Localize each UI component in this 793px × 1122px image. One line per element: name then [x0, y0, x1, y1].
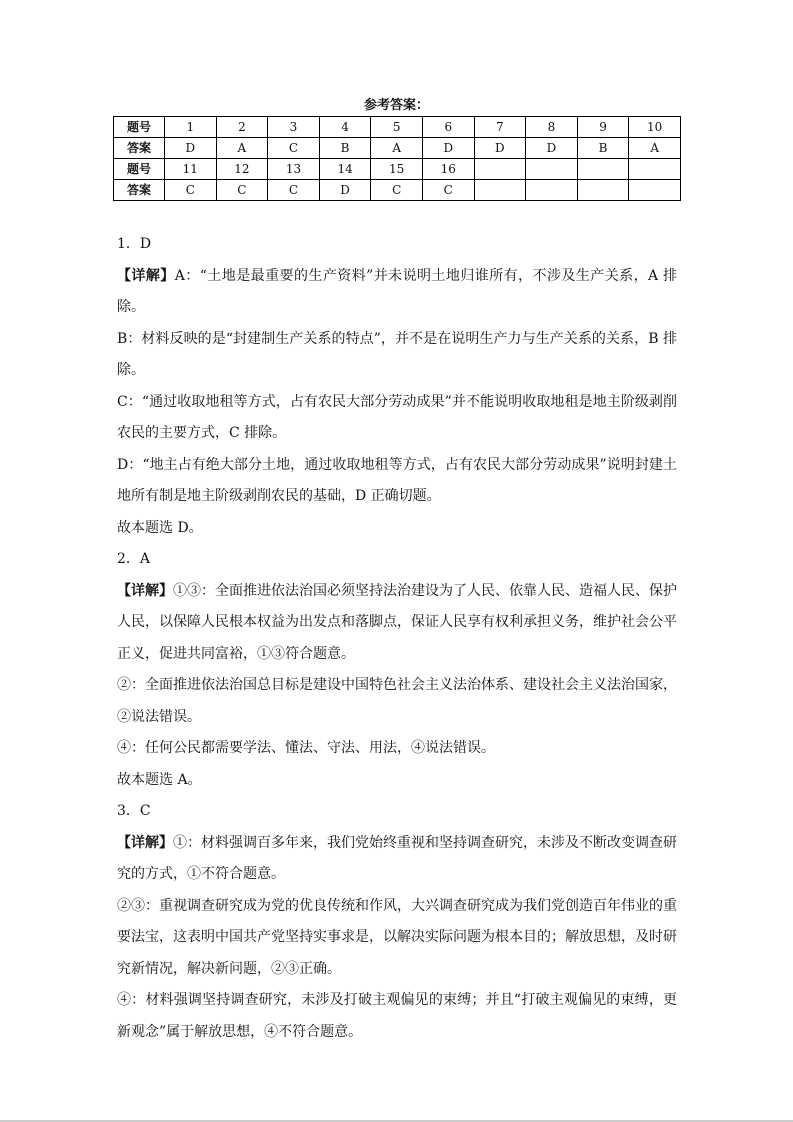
- detail-tag: 【详解】: [117, 267, 175, 284]
- table-cell: D: [474, 138, 526, 159]
- detail-tag: 【详解】: [117, 582, 173, 599]
- table-cell: 7: [474, 117, 526, 138]
- explanation-text: ①③：全面推进依法治国必须坚持法治建设为了人民、依靠人民、造福人民、保护人民，以保障人民根本权益为出发点和落脚点，保证人民享有权利承担义务，维护社会公平正义，促进共同富裕，①③符合题意。: [117, 582, 677, 662]
- detail-tag: 【详解】: [117, 834, 173, 851]
- table-cell: D: [526, 138, 578, 159]
- table-cell: 8: [526, 117, 578, 138]
- table-cell: 1: [165, 117, 217, 138]
- explanation-text: ①：材料强调百多年来，我们党始终重视和坚持调查研究，未涉及不断改变调查研究的方式，①不符合题意。: [117, 834, 677, 882]
- table-cell: [577, 159, 629, 180]
- table-cell: C: [371, 180, 423, 201]
- table-cell: 14: [319, 159, 371, 180]
- table-cell: 3: [268, 117, 320, 138]
- table-cell: A: [216, 138, 268, 159]
- explanation-paragraph: D：“地主占有绝大部分土地，通过收取地租等方式，占有农民大部分劳动成果”说明封建土地所有制是地主阶级剥削农民的基础，D 正确切题。: [117, 456, 677, 504]
- table-cell: 6: [422, 117, 474, 138]
- explanation-text: A：“土地是最重要的生产资料”并未说明土地归谁所有，不涉及生产关系，A 排除。: [117, 267, 678, 315]
- table-row: [114, 117, 681, 138]
- explanation-paragraph: B：材料反映的是“封建制生产关系的特点”，并不是在说明生产力与生产关系的关系，B 排除。: [117, 330, 677, 378]
- table-row: [114, 180, 681, 201]
- table-row: [114, 159, 681, 180]
- table-cell: 4: [319, 117, 371, 138]
- conclusion-line: 故本题选 A。: [117, 771, 202, 788]
- table-cell: C: [165, 180, 217, 201]
- table-cell: 15: [371, 159, 423, 180]
- answer-key-table: [113, 116, 681, 201]
- answer-key-title: 参考答案：: [363, 98, 429, 113]
- table-cell: D: [422, 138, 474, 159]
- explanation-paragraph: ④：材料强调坚持调查研究，未涉及打破主观偏见的束缚；并且“打破主观偏见的束缚，更新观念”属于解放思想，④不符合题意。: [117, 992, 677, 1040]
- row-header: 答案: [114, 138, 165, 159]
- table-cell: B: [319, 138, 371, 159]
- explanations: [117, 229, 677, 1048]
- conclusion-line: 故本题选 D。: [117, 519, 203, 536]
- table-cell: [474, 159, 526, 180]
- table-cell: 9: [577, 117, 629, 138]
- table-cell: D: [319, 180, 371, 201]
- table-cell: C: [422, 180, 474, 201]
- table-cell: 10: [629, 117, 681, 138]
- explanation-paragraph: C：“通过收取地租等方式，占有农民大部分劳动成果”并不能说明收取地租是地主阶级剥削农民的主要方式，C 排除。: [117, 393, 677, 441]
- row-header: 题号: [114, 159, 165, 180]
- table-cell: [474, 180, 526, 201]
- table-cell: [629, 159, 681, 180]
- question-heading: 1．D: [117, 236, 152, 252]
- table-cell: A: [629, 138, 681, 159]
- row-header: 题号: [114, 117, 165, 138]
- explanation-paragraph: [117, 828, 677, 891]
- question-heading: 2．A: [117, 551, 151, 567]
- table-cell: 11: [165, 159, 217, 180]
- table-cell: C: [268, 138, 320, 159]
- explanation-paragraph: ②③：重视调查研究成为党的优良传统和作风，大兴调查研究成为我们党创造百年伟业的重要法宝，这表明中国共产党坚持实事求是，以解决实际问题为根本目的；解放思想，及时研究新情况，解决新问题，②③正确。: [117, 897, 677, 977]
- table-cell: [526, 159, 578, 180]
- table-cell: 16: [422, 159, 474, 180]
- explanation-paragraph: [117, 576, 677, 671]
- table-cell: 2: [216, 117, 268, 138]
- explanation-paragraph: ②：全面推进依法治国总目标是建设中国特色社会主义法治体系、建设社会主义法治国家，②说法错误。: [117, 677, 677, 725]
- explanation-paragraph: [117, 261, 677, 324]
- explanation-paragraph: ④：任何公民都需要学法、懂法、守法、用法，④说法错误。: [117, 740, 495, 756]
- question-heading: 3．C: [117, 803, 151, 819]
- table-cell: [629, 180, 681, 201]
- table-cell: 5: [371, 117, 423, 138]
- table-cell: 12: [216, 159, 268, 180]
- table-cell: C: [268, 180, 320, 201]
- table-cell: 13: [268, 159, 320, 180]
- table-cell: B: [577, 138, 629, 159]
- table-cell: [526, 180, 578, 201]
- table-row: [114, 138, 681, 159]
- table-cell: A: [371, 138, 423, 159]
- table-cell: C: [216, 180, 268, 201]
- table-cell: [577, 180, 629, 201]
- table-cell: D: [165, 138, 217, 159]
- row-header: 答案: [114, 180, 165, 201]
